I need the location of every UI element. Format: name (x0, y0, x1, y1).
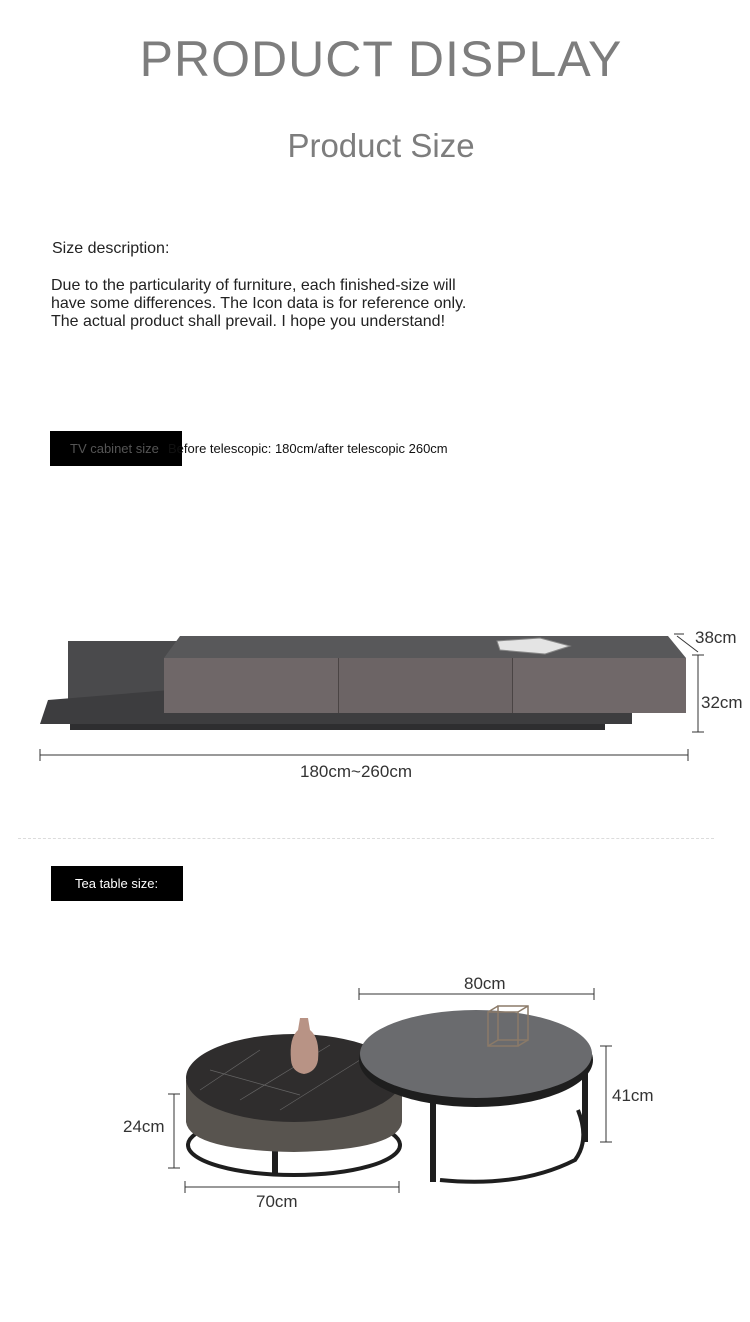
tv-height-dimension: 32cm (701, 693, 743, 712)
small-table-diameter-dimension: 70cm (256, 1192, 298, 1211)
tea-table-label: Tea table size: (51, 866, 183, 901)
page-subtitle: Product Size (287, 127, 475, 164)
description-line: have some differences. The Icon data is for reference only. (51, 295, 467, 312)
size-description-heading: Size description: (52, 240, 170, 257)
description-line: The actual product shall prevail. I hope you understand! (51, 313, 446, 330)
tv-length-dimension: 180cm~260cm (300, 762, 412, 781)
tv-depth-dimension: 38cm (695, 628, 737, 647)
description-line: Due to the particularity of furniture, each finished-size will (51, 277, 456, 294)
tv-cabinet-label-text: TV cabinet size (70, 441, 159, 456)
page-title: PRODUCT DISPLAY (139, 31, 623, 87)
large-table-diameter-dimension: 80cm (464, 974, 506, 993)
large-table-height-dimension: 41cm (612, 1086, 654, 1105)
large-table-top (360, 1010, 592, 1098)
small-table-height-dimension: 24cm (123, 1117, 165, 1136)
tv-cabinet-size-text: Before telescopic: 180cm/after telescopic 260cm (168, 441, 448, 456)
vase-decor (291, 1018, 319, 1074)
large-table-base-ring (440, 1110, 583, 1182)
